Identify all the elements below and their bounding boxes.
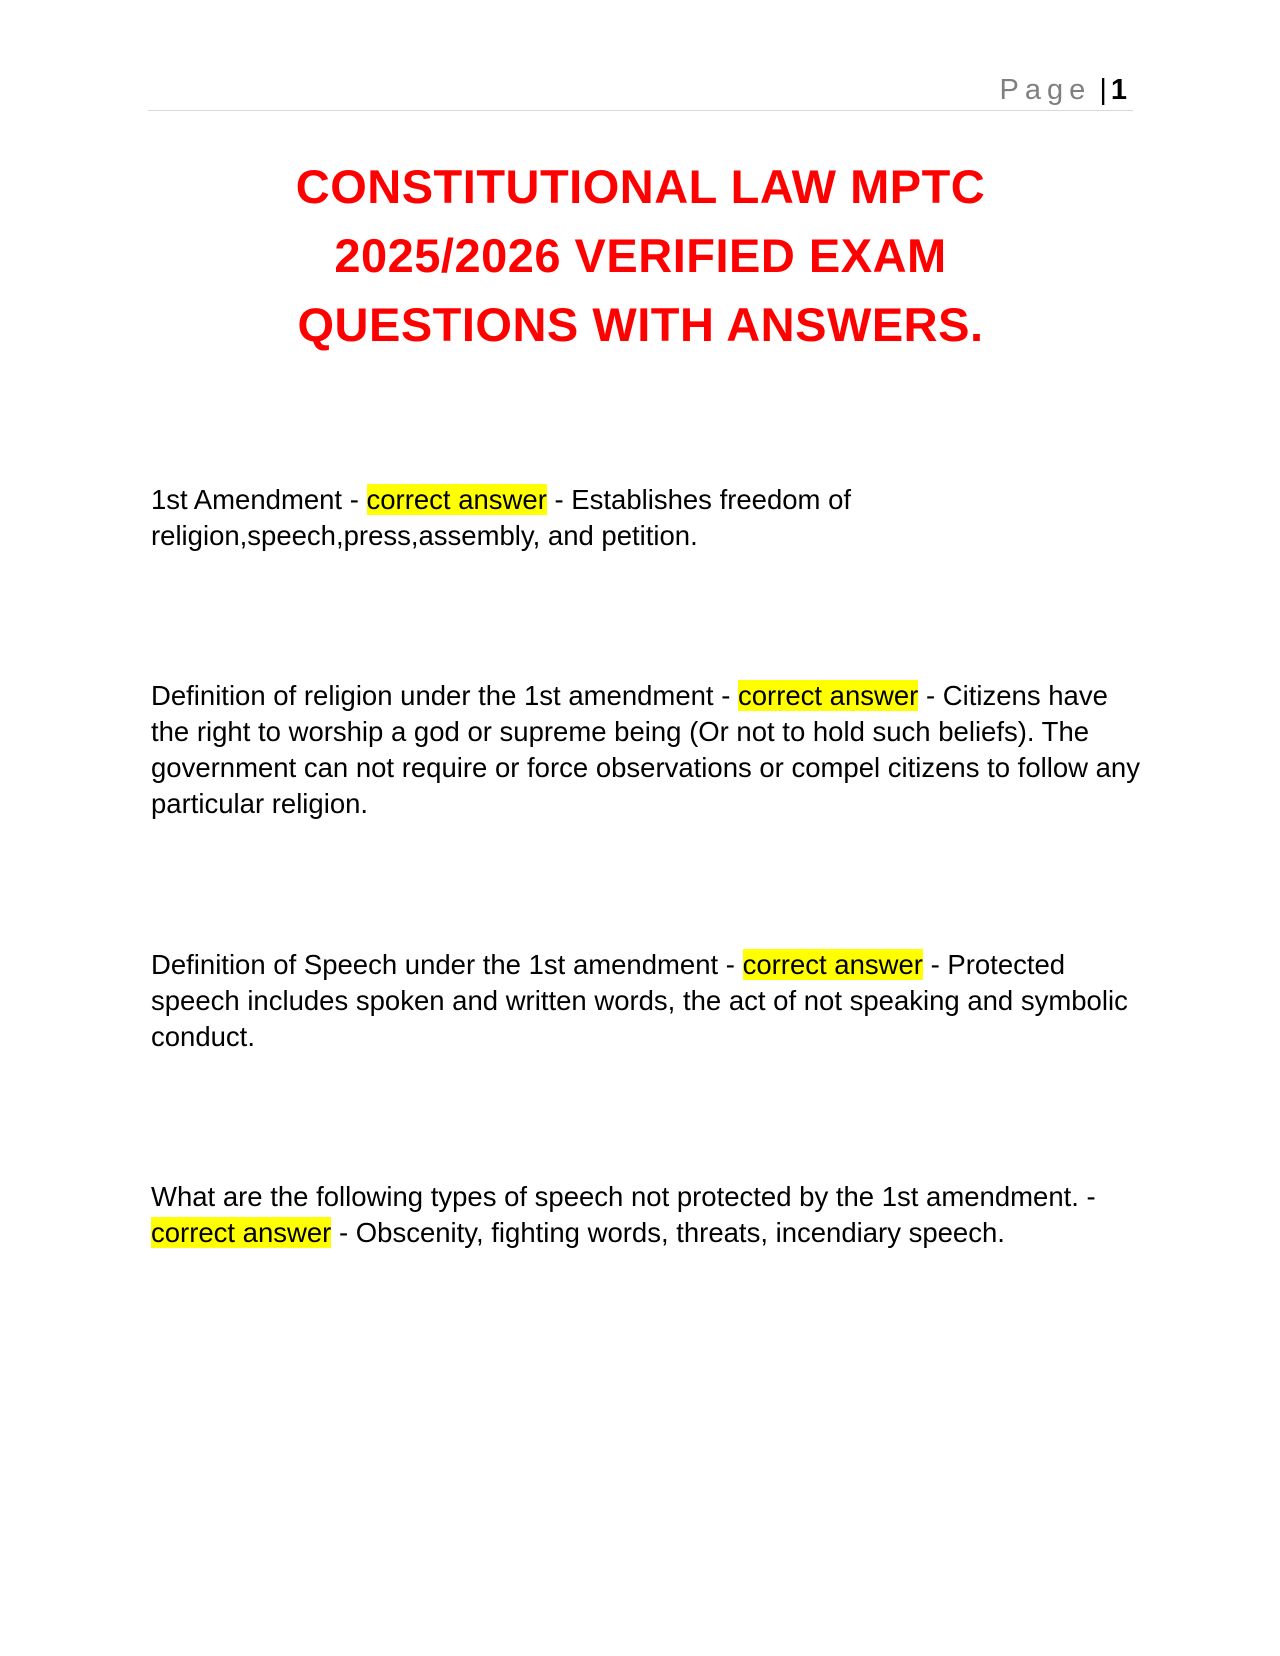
title-line-1: CONSTITUTIONAL LAW MPTC — [295, 160, 986, 213]
title-line-3: QUESTIONS WITH ANSWERS. — [297, 298, 984, 351]
page-number-value: 1 — [1110, 74, 1127, 106]
answer-text: - Obscenity, fighting words, threats, incendiary speech. — [331, 1217, 1005, 1248]
correct-answer-marker: correct answer — [151, 1217, 332, 1248]
question-text: 1st Amendment - — [151, 484, 367, 515]
document-title — [148, 152, 1133, 359]
answer-text: - Citizens have the right to worship a god or supreme being (Or not to hold such beliefs). The government can not require or force observations or compel citizens to follow any particular religion. — [151, 680, 1140, 819]
qa-item — [151, 1179, 1141, 1251]
answer-text: - Protected speech includes spoken and written words, the act of not speaking and symbolic conduct. — [151, 949, 1128, 1052]
qa-item — [151, 482, 1141, 554]
qa-item — [151, 678, 1141, 822]
page-header — [148, 70, 1133, 111]
page-separator: | — [1099, 74, 1107, 106]
title-line-2: 2025/2026 VERIFIED EXAM — [334, 229, 947, 282]
correct-answer-marker: correct answer — [366, 484, 547, 515]
correct-answer-marker: correct answer — [738, 680, 919, 711]
answer-text: - Establishes freedom of religion,speech,press,assembly, and petition. — [151, 484, 852, 551]
correct-answer-marker: correct answer — [742, 949, 923, 980]
page-number — [1000, 76, 1127, 105]
qa-item — [151, 947, 1141, 1055]
page-label: Page — [999, 74, 1092, 106]
question-text: Definition of Speech under the 1st amendment - — [151, 949, 743, 980]
question-text: Definition of religion under the 1st amendment - — [151, 680, 738, 711]
question-text: What are the following types of speech not protected by the 1st amendment. - — [151, 1181, 1096, 1212]
